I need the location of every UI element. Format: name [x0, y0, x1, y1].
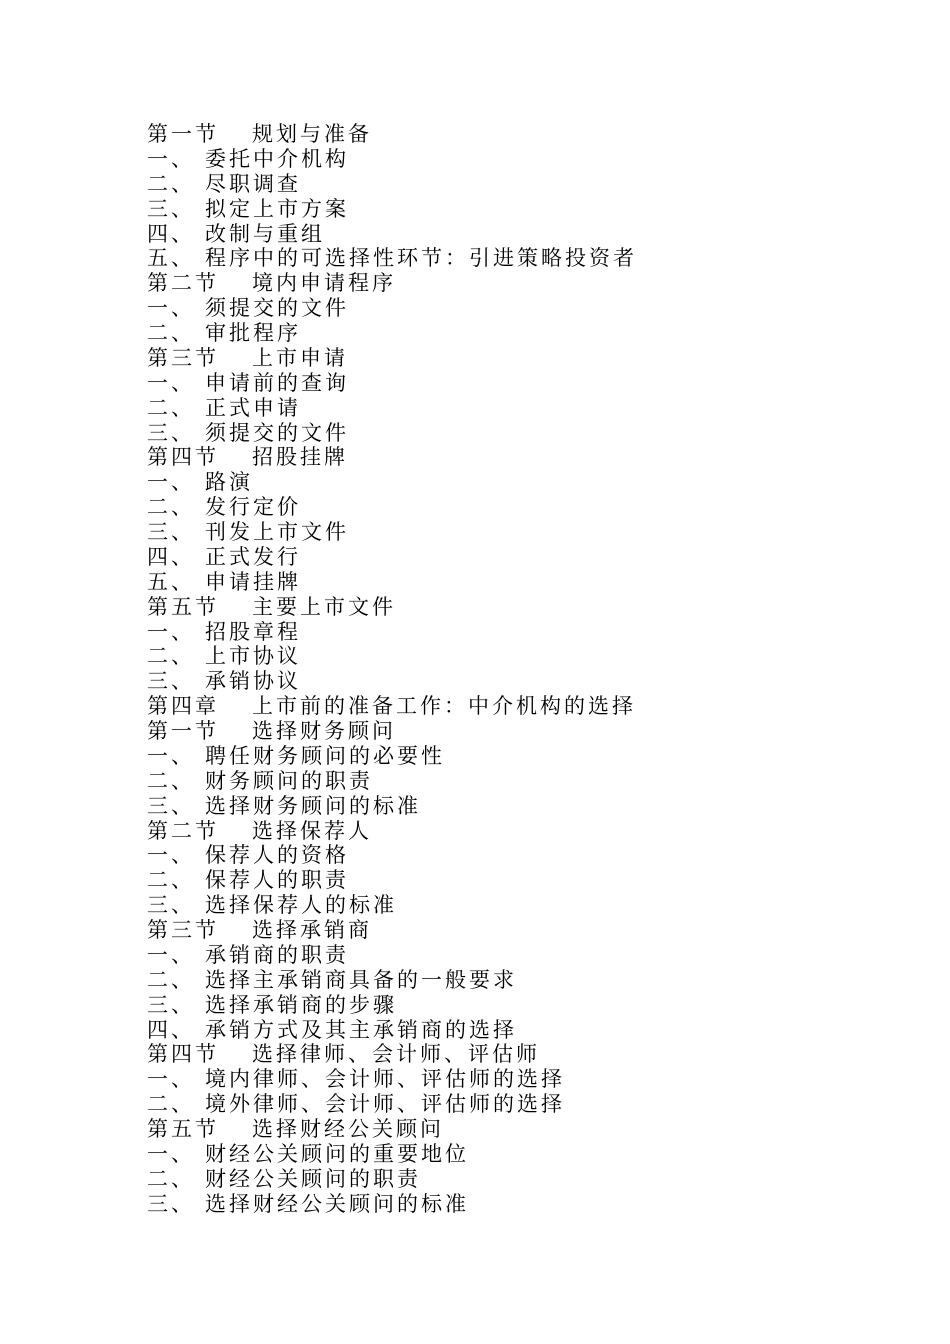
section-title: 选择财经公关顾问 — [252, 1117, 444, 1141]
section-number: 第一节 — [147, 719, 219, 743]
item-number: 一、 — [147, 296, 195, 321]
list-item — [147, 1192, 637, 1217]
item-number: 四、 — [147, 1017, 195, 1042]
item-title: 选择财经公关顾问的标准 — [205, 1191, 469, 1216]
item-title: 选择财务顾问的标准 — [205, 793, 421, 818]
list-item — [147, 421, 637, 446]
list-item — [147, 1167, 637, 1192]
section-number: 第五节 — [147, 594, 219, 619]
item-title: 招股章程 — [205, 619, 301, 644]
list-item — [147, 371, 637, 396]
item-title: 聘任财务顾问的必要性 — [205, 743, 445, 768]
section-title: 上市前的准备工作：中介机构的选择 — [252, 694, 636, 719]
section-number: 第二节 — [147, 818, 219, 843]
item-title: 正式申请 — [205, 395, 301, 420]
item-title: 境外律师、会计师、评估师的选择 — [205, 1092, 565, 1117]
item-title: 刊发上市文件 — [205, 520, 349, 544]
item-number: 一、 — [147, 942, 195, 967]
item-title: 路演 — [205, 470, 253, 495]
section-number: 第一节 — [147, 122, 219, 146]
section-number: 第四章 — [147, 694, 219, 719]
item-number: 二、 — [147, 868, 195, 893]
item-title: 申请前的查询 — [205, 370, 349, 395]
item-number: 四、 — [147, 544, 195, 569]
list-item — [147, 197, 637, 222]
item-number: 三、 — [147, 420, 195, 445]
item-number: 三、 — [147, 669, 195, 694]
section-title: 主要上市文件 — [252, 594, 396, 619]
list-item — [147, 147, 637, 172]
item-number: 二、 — [147, 768, 195, 793]
list-item — [147, 893, 637, 918]
item-number: 三、 — [147, 992, 195, 1017]
item-title: 拟定上市方案 — [205, 196, 349, 221]
item-title: 程序中的可选择性环节：引进策略投资者 — [205, 246, 637, 271]
section-number: 第四节 — [147, 445, 219, 470]
item-number: 三、 — [147, 1191, 195, 1216]
item-title: 保荐人的职责 — [205, 868, 349, 893]
section-heading — [147, 445, 637, 470]
section-number: 第三节 — [147, 345, 219, 370]
list-item — [147, 570, 637, 595]
item-number: 一、 — [147, 743, 195, 768]
item-title: 审批程序 — [205, 321, 301, 345]
section-heading — [147, 595, 637, 620]
section-heading — [147, 346, 637, 371]
section-title: 选择保荐人 — [252, 818, 372, 843]
list-item — [147, 644, 637, 669]
section-title: 选择承销商 — [252, 918, 372, 942]
item-title: 选择主承销商具备的一般要求 — [205, 967, 517, 992]
section-title: 上市申请 — [252, 345, 348, 370]
section-number: 第五节 — [147, 1117, 219, 1141]
section-heading — [147, 719, 637, 744]
list-item — [147, 470, 637, 495]
item-title: 上市协议 — [205, 644, 301, 669]
list-item — [147, 222, 637, 247]
section-heading — [147, 819, 637, 844]
item-title: 保荐人的资格 — [205, 843, 349, 868]
list-item — [147, 669, 637, 694]
list-item — [147, 172, 637, 197]
section-title: 境内申请程序 — [252, 271, 396, 296]
item-number: 二、 — [147, 171, 195, 196]
item-title: 尽职调查 — [205, 171, 301, 196]
list-item — [147, 296, 637, 321]
section-heading — [147, 1117, 637, 1142]
list-item — [147, 495, 637, 520]
section-heading — [147, 694, 637, 719]
section-title: 选择财务顾问 — [252, 719, 396, 743]
list-item — [147, 545, 637, 570]
item-number: 一、 — [147, 146, 195, 171]
item-number: 一、 — [147, 843, 195, 868]
item-number: 二、 — [147, 967, 195, 992]
item-title: 承销方式及其主承销商的选择 — [205, 1017, 517, 1042]
list-item — [147, 620, 637, 645]
item-title: 申请挂牌 — [205, 569, 301, 594]
item-title: 须提交的文件 — [205, 296, 349, 321]
list-item — [147, 1092, 637, 1117]
list-item — [147, 1067, 637, 1092]
list-item — [147, 993, 637, 1018]
item-number: 二、 — [147, 321, 195, 345]
item-title: 承销协议 — [205, 669, 301, 694]
section-number: 第二节 — [147, 271, 219, 296]
item-number: 二、 — [147, 1092, 195, 1117]
list-item — [147, 968, 637, 993]
item-number: 三、 — [147, 520, 195, 544]
section-heading — [147, 1042, 637, 1067]
list-item — [147, 943, 637, 968]
item-title: 财经公关顾问的职责 — [205, 1166, 421, 1191]
section-title: 规划与准备 — [252, 122, 372, 146]
item-title: 正式发行 — [205, 544, 301, 569]
section-title: 招股挂牌 — [252, 445, 348, 470]
list-item — [147, 520, 637, 545]
item-title: 发行定价 — [205, 495, 301, 520]
section-number: 第三节 — [147, 918, 219, 942]
item-number: 五、 — [147, 569, 195, 594]
list-item — [147, 321, 637, 346]
section-heading — [147, 122, 637, 147]
item-title: 境内律师、会计师、评估师的选择 — [205, 1067, 565, 1092]
section-heading — [147, 271, 637, 296]
item-number: 三、 — [147, 196, 195, 221]
list-item — [147, 843, 637, 868]
item-number: 四、 — [147, 221, 195, 246]
item-number: 一、 — [147, 1141, 195, 1166]
item-number: 一、 — [147, 470, 195, 495]
section-number: 第四节 — [147, 1042, 219, 1067]
item-number: 二、 — [147, 1166, 195, 1191]
item-title: 改制与重组 — [205, 221, 325, 246]
list-item — [147, 246, 637, 271]
item-number: 二、 — [147, 644, 195, 669]
item-title: 财经公关顾问的重要地位 — [205, 1141, 469, 1166]
list-item — [147, 1018, 637, 1043]
table-of-contents — [147, 122, 637, 1217]
item-number: 二、 — [147, 495, 195, 520]
item-number: 三、 — [147, 893, 195, 918]
item-number: 一、 — [147, 619, 195, 644]
item-number: 一、 — [147, 1067, 195, 1092]
list-item — [147, 744, 637, 769]
item-number: 二、 — [147, 395, 195, 420]
item-title: 须提交的文件 — [205, 420, 349, 445]
section-heading — [147, 918, 637, 943]
item-number: 一、 — [147, 370, 195, 395]
item-title: 选择承销商的步骤 — [205, 992, 397, 1017]
list-item — [147, 1142, 637, 1167]
item-title: 财务顾问的职责 — [205, 768, 373, 793]
list-item — [147, 769, 637, 794]
item-title: 选择保荐人的标准 — [205, 893, 397, 918]
list-item — [147, 794, 637, 819]
list-item — [147, 868, 637, 893]
item-number: 三、 — [147, 793, 195, 818]
section-title: 选择律师、会计师、评估师 — [252, 1042, 540, 1067]
item-title: 委托中介机构 — [205, 146, 349, 171]
list-item — [147, 396, 637, 421]
item-number: 五、 — [147, 246, 195, 271]
item-title: 承销商的职责 — [205, 942, 349, 967]
